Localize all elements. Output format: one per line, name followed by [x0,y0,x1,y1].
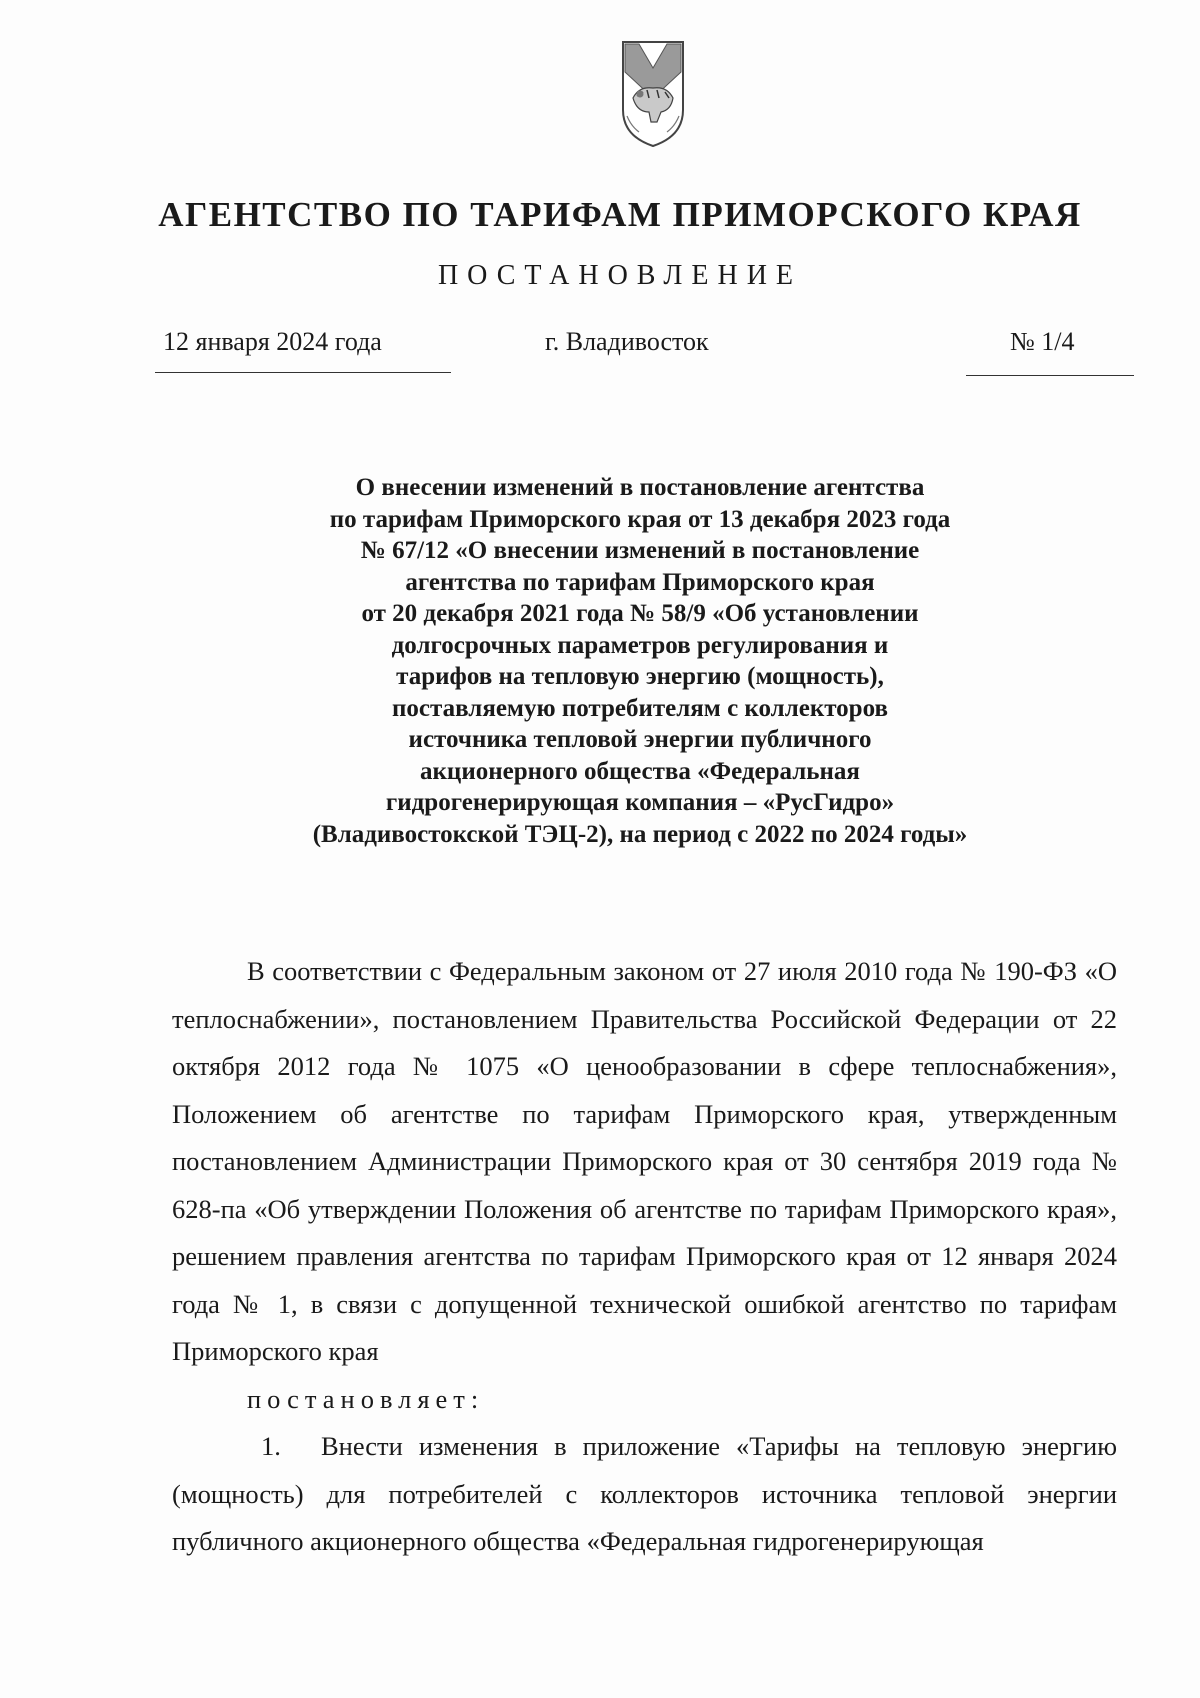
document-title [200,472,1040,850]
item-number: 1. [261,1431,281,1461]
title-line: тарифов на тепловую энергию (мощность), [396,663,884,690]
title-line: № 67/12 «О внесении изменений в постановление [360,537,920,564]
document-type: ПОСТАНОВЛЕНИЕ [437,260,803,291]
item-text: Внести изменения в приложение «Тарифы на тепловую энергию (мощность) для потребителей с коллекторов источника тепловой энергии публичного акционерного общества «Федеральная гидрогенерирующая [172,1431,1117,1556]
document-body [172,948,1117,1566]
coat-of-arms-icon [613,32,693,150]
preamble-text: В соответствии с Федеральным законом от 27 июля 2010 года № 190-ФЗ «О теплоснабжении», постановлением Правительства Российской Федерации от 22 октября 2012 года № 1075 «О ценообразовании в сфере теплоснабжения», Положением об агентстве по тарифам Приморского края, утвержденным постановлением Администрации Приморского края от 30 сентября 2019 года № 628-па «Об утверждении Положения об агентстве по тарифам Приморского края», решением правления агентства по тарифам Приморского края от 12 января 2024 года № 1, в связи с допущенной технической ошибкой агентство по тарифам Приморского края [172,956,1117,1366]
title-line: долгосрочных параметров регулирования и [391,631,889,659]
title-line: от 20 декабря 2021 года № 58/9 «Об установлении [361,600,919,627]
number-underline [966,375,1134,376]
title-line: гидрогенерирующая компания – «РусГидро» [385,789,895,816]
decree-item-1 [172,1423,1117,1566]
title-line: источника тепловой энергии публичного [408,726,872,753]
title-line: О внесении изменений в постановление агентства [355,474,925,501]
decree-word: постановляет: [247,1383,485,1414]
agency-name: АГЕНТСТВО ПО ТАРИФАМ ПРИМОРСКОГО КРАЯ [158,195,1082,234]
document-date: 12 января 2024 года [163,327,382,356]
title-line: (Владивостокской ТЭЦ-2), на период с 2022 по 2024 годы» [312,820,968,848]
title-line: акционерного общества «Федеральная [420,757,860,785]
title-line: агентства по тарифам Приморского края [405,568,875,596]
date-underline [155,372,451,373]
preamble-paragraph [172,948,1117,1423]
document-city: г. Владивосток [545,327,709,356]
title-line: по тарифам Приморского края от 13 декабря 2023 года [329,505,951,533]
title-line: поставляемую потребителям с коллекторов [392,694,888,722]
document-number: № 1/4 [1010,327,1075,356]
